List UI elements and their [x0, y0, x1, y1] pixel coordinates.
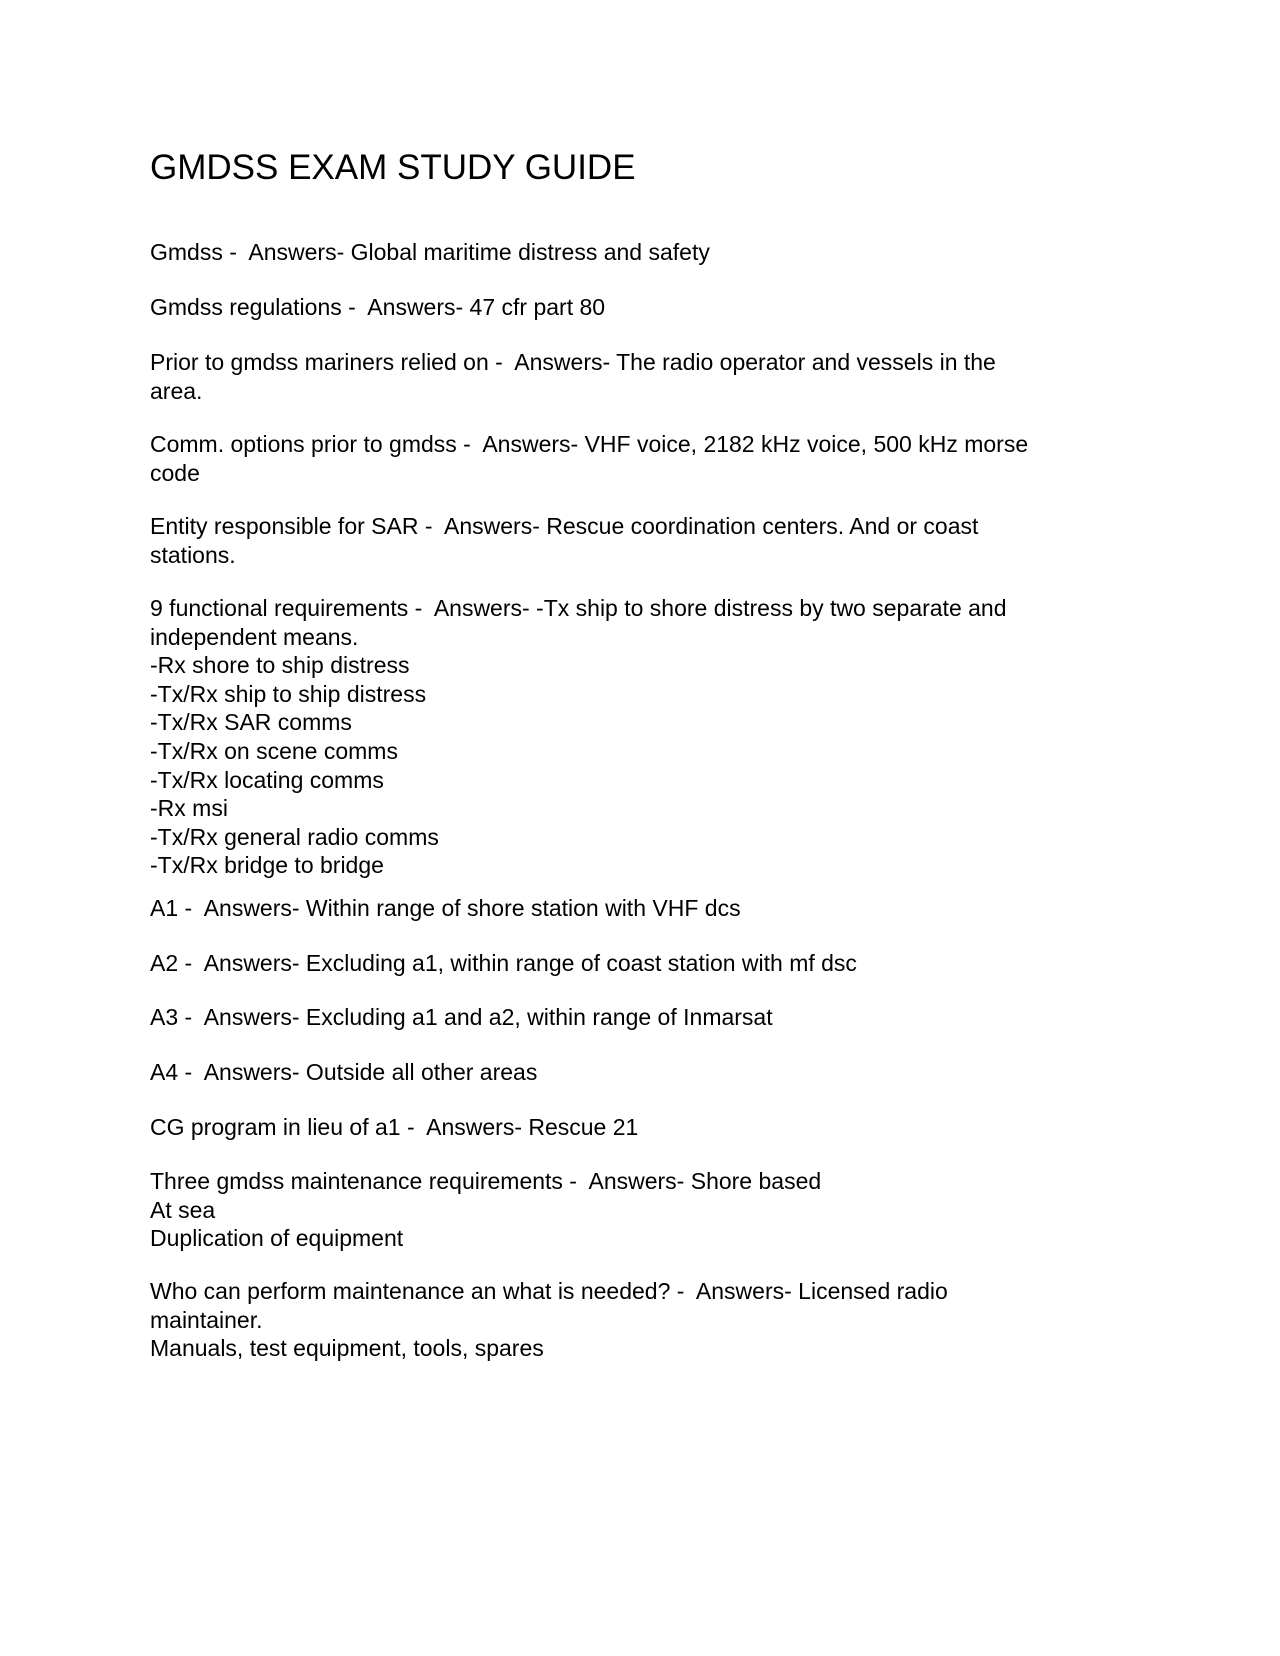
qa-line: -Tx/Rx SAR comms: [150, 709, 352, 736]
qa-line: -Tx/Rx bridge to bridge: [150, 852, 384, 879]
qa-line: Duplication of equipment: [150, 1225, 404, 1252]
qa-entry-comm-options: [150, 430, 1110, 487]
qa-entry-gmdss: [150, 238, 1110, 267]
qa-line: code: [150, 459, 200, 486]
qa-line: Entity responsible for SAR - Answers- Rescue coordination centers. And or coast: [150, 513, 979, 539]
qa-line: maintainer.: [150, 1306, 263, 1333]
qa-entry-functional-requirements: [150, 594, 1110, 880]
qa-line: At sea: [150, 1196, 216, 1223]
document-title: GMDSS EXAM STUDY GUIDE: [150, 148, 636, 187]
qa-line: CG program in lieu of a1 - Answers- Rescue 21: [150, 1114, 639, 1140]
qa-line: 9 functional requirements - Answers- -Tx ship to shore distress by two separate and: [150, 595, 1007, 621]
qa-line: Who can perform maintenance an what is needed? - Answers- Licensed radio: [150, 1278, 948, 1304]
qa-entry-a2: [150, 949, 1110, 978]
qa-entry-a3: [150, 1003, 1110, 1032]
qa-line: A1 - Answers- Within range of shore station with VHF dcs: [150, 895, 741, 921]
qa-line: -Tx/Rx general radio comms: [150, 823, 439, 850]
qa-entry-cg-program: [150, 1113, 1110, 1142]
qa-entry-prior-reliance: [150, 348, 1110, 405]
qa-line: -Rx msi: [150, 795, 228, 822]
qa-line: A2 - Answers- Excluding a1, within range of coast station with mf dsc: [150, 950, 857, 976]
qa-line: stations.: [150, 541, 236, 568]
qa-line: -Tx/Rx on scene comms: [150, 737, 398, 764]
qa-line: Gmdss - Answers- Global maritime distress and safety: [150, 239, 710, 265]
qa-line: Comm. options prior to gmdss - Answers- VHF voice, 2182 kHz voice, 500 kHz morse: [150, 431, 1029, 457]
qa-line: A4 - Answers- Outside all other areas: [150, 1059, 538, 1085]
qa-entry-who-maintains: [150, 1277, 1110, 1363]
qa-entry-a4: [150, 1058, 1110, 1087]
qa-entry-maintenance-requirements: [150, 1167, 1110, 1253]
qa-line: Gmdss regulations - Answers- 47 cfr part 80: [150, 294, 606, 320]
qa-line: Prior to gmdss mariners relied on - Answers- The radio operator and vessels in the: [150, 349, 996, 375]
qa-line: -Tx/Rx ship to ship distress: [150, 680, 427, 707]
qa-entry-sar-entity: [150, 512, 1110, 569]
qa-line: Three gmdss maintenance requirements - Answers- Shore based: [150, 1168, 822, 1194]
qa-line: -Rx shore to ship distress: [150, 652, 410, 679]
qa-line: area.: [150, 377, 203, 404]
qa-entry-a1: [150, 894, 1110, 923]
qa-entry-regulations: [150, 293, 1110, 322]
qa-line: A3 - Answers- Excluding a1 and a2, within range of Inmarsat: [150, 1004, 773, 1030]
qa-line: Manuals, test equipment, tools, spares: [150, 1335, 544, 1362]
qa-line: -Tx/Rx locating comms: [150, 766, 384, 793]
qa-line: independent means.: [150, 623, 359, 650]
